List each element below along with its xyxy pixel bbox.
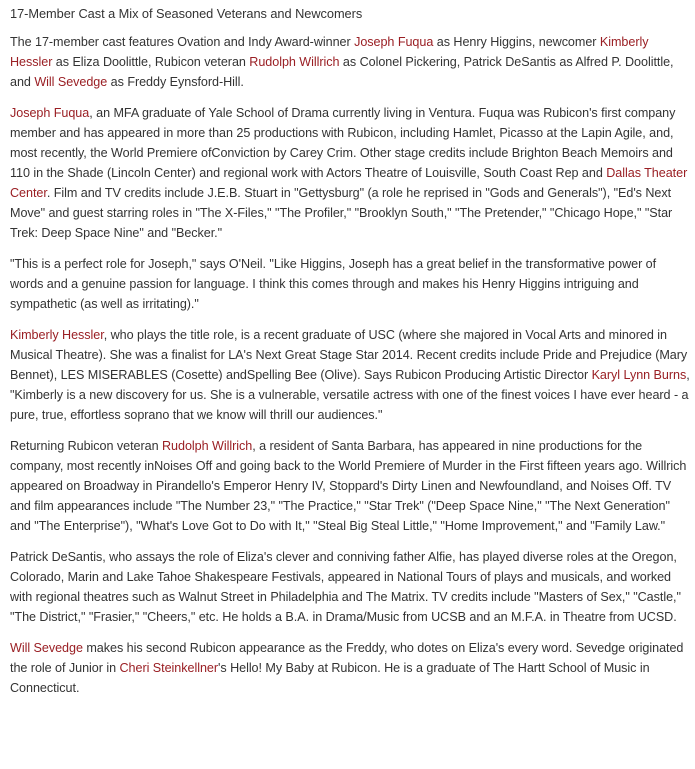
paragraph-text: , who plays the title role, is a recent graduate of USC (where she majored in Vocal Arts and minored in Musical Theatre). She was a finalist for LA's Next Great Stage Star 2014. Recent credits include Pride and Prejudice (Mary Bennet), LES MISERABLES (Cosette) andSpelling Bee (Olive). Says Rubicon Producing Artistic Director <box>10 328 688 382</box>
person-link[interactable]: Cheri Steinkellner <box>119 661 219 675</box>
paragraph-text: Patrick DeSantis, who assays the role of Eliza's clever and conniving father Alfie, has played diverse roles at the Oregon, Colorado, Marin and Lake Tahoe Shakespeare Festivals, appeared in National Tours of plays and musicals, and worked with regional theatres such as Walnut Street in Philadelphia and The Matrix. TV credits include "Masters of Sex," "Castle," "The District," "Frasier," "Cheers," etc. He holds a B.A. in Drama/Music from UCSB and an M.F.A. in Theatre from UCSD. <box>10 550 681 624</box>
article-body <box>10 32 691 698</box>
paragraph-text: , a resident of Santa Barbara, has appeared in nine productions for the company, most recently inNoises Off and going back to the World Premiere of Murder in the First fifteen years ago. Willrich appeared on Broadway in Pirandello's Emperor Henry IV, Stoppard's Dirty Linen and Newfoundland, and Noises Off. TV and film appearances include "The Number 23," "The Practice," "Star Trek" ("Deep Space Nine," "The Next Generation" and "The Enterprise"), "What's Love Got to Do with It," "Steal Big Steal Little," "Home Improvement," and "Family Law." <box>10 439 687 533</box>
person-link[interactable]: Joseph Fuqua <box>10 106 90 120</box>
person-link[interactable]: Will Sevedge <box>10 641 83 655</box>
paragraph-text: makes his second Rubicon appearance as the Freddy, who dotes on Eliza's every word. Sevedge originated the role of Junior in <box>10 641 684 675</box>
paragraph-text: "This is a perfect role for Joseph," says O'Neil. "Like Higgins, Joseph has a great belief in the transformative power of words and a genuine passion for language. I think this comes through and makes his Henry Higgins intriguing and sympathetic (as well as irritating)." <box>10 257 657 311</box>
article-title: 17-Member Cast a Mix of Seasoned Veterans and Newcomers <box>10 6 363 21</box>
person-link[interactable]: Joseph Fuqua <box>354 35 434 49</box>
person-link[interactable]: Rudolph Willrich <box>162 439 253 453</box>
person-link[interactable]: Kimberly Hessler <box>10 328 104 342</box>
paragraph-text: , "Kimberly is a new discovery for us. She is a vulnerable, versatile actress with one of the finest voices I have ever heard - a pure, true, effortless soprano that we know will thrill our audiences." <box>10 368 690 422</box>
article-paragraph <box>10 436 691 536</box>
article-paragraph <box>10 103 691 243</box>
person-link[interactable]: Dallas Theater Center <box>10 166 688 200</box>
person-link[interactable]: Will Sevedge <box>34 75 108 89</box>
paragraph-text: 's Hello! My Baby at Rubicon. He is a graduate of The Hartt School of Music in Connecticut. <box>10 661 650 695</box>
person-link[interactable]: Kimberly Hessler <box>10 35 649 69</box>
article-paragraph <box>10 32 691 92</box>
person-link[interactable]: Rudolph Willrich <box>249 55 340 69</box>
person-link[interactable]: Karyl Lynn Burns <box>591 368 687 382</box>
paragraph-text: as Eliza Doolittle, Rubicon veteran <box>52 55 250 69</box>
paragraph-text: as Henry Higgins, newcomer <box>433 35 600 49</box>
paragraph-text: , an MFA graduate of Yale School of Drama currently living in Ventura. Fuqua was Rubicon's first company member and has appeared in more than 25 productions with Rubicon, including Hamlet, Picasso at the Lapin Agile, and, most recently, the World Premiere ofConviction by Carey Crim. Other stage credits include Brighton Beach Memoirs and 110 in the Shade (Lincoln Center) and regional work with Actors Theatre of Louisville, South Coast Rep and <box>10 106 676 180</box>
paragraph-text: . Film and TV credits include J.E.B. Stuart in "Gettysburg" (a role he reprised in "Gods and Generals"), "Ed's Next Move" and guest starring roles in "The X-Files," "The Profiler," "Brooklyn South," "The Pretender," "Chicago Hope," "Star Trek: Deep Space Nine" and "Becker." <box>10 186 673 240</box>
article-paragraph <box>10 638 691 698</box>
paragraph-text: as Freddy Eynsford-Hill. <box>107 75 244 89</box>
paragraph-text: The 17-member cast features Ovation and Indy Award-winner <box>10 35 355 49</box>
article-paragraph <box>10 547 691 627</box>
article-paragraph <box>10 325 691 425</box>
article-paragraph <box>10 254 691 314</box>
paragraph-text: as Colonel Pickering, Patrick DeSantis as Alfred P. Doolittle, and <box>10 55 674 89</box>
paragraph-text: Returning Rubicon veteran <box>10 439 163 453</box>
